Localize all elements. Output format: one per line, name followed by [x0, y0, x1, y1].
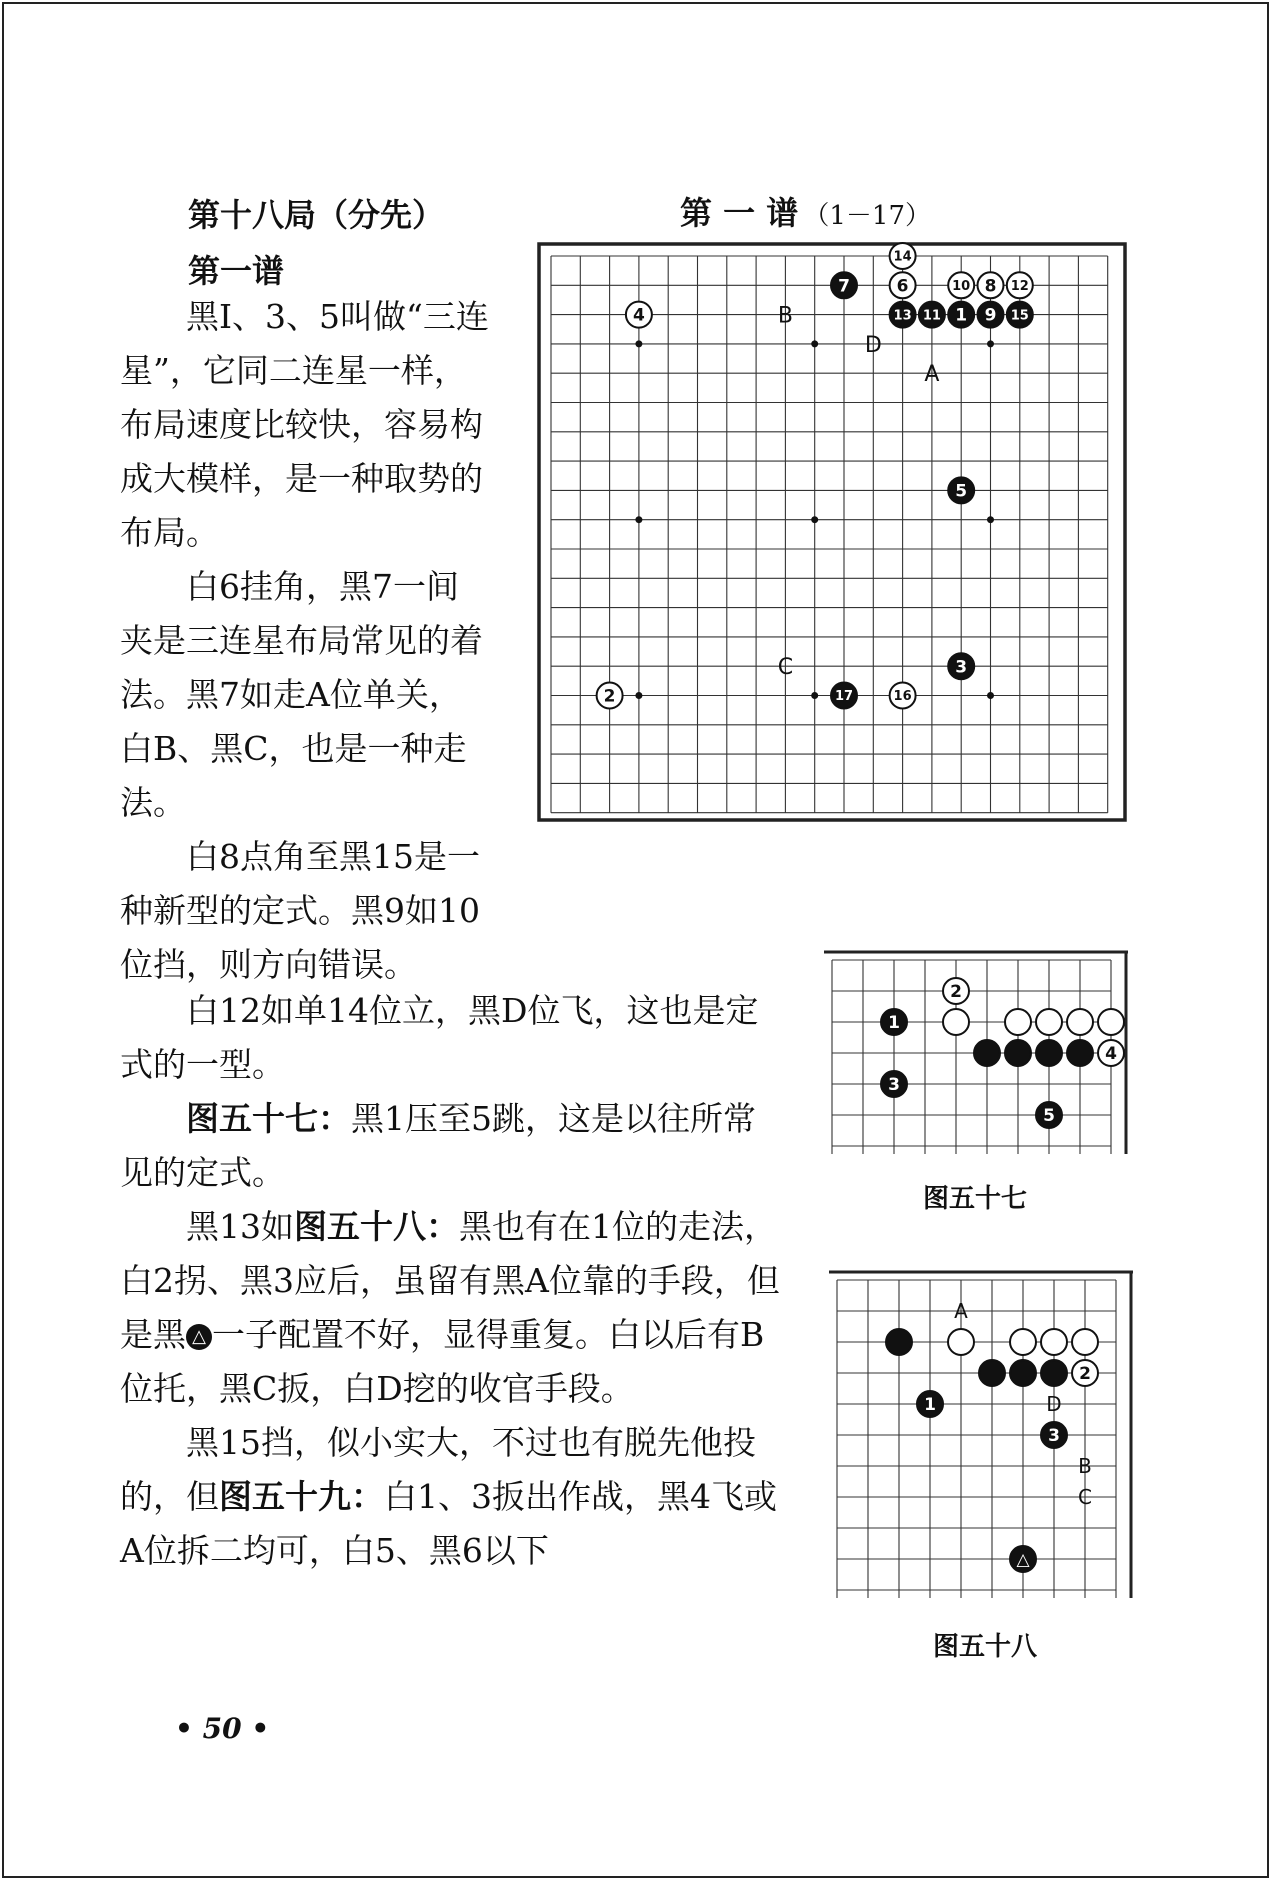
stone-	[974, 1040, 1000, 1066]
stone-	[1036, 1040, 1062, 1066]
stone-3	[1041, 1422, 1067, 1448]
label-D: D	[864, 332, 882, 358]
stone-5	[1036, 1102, 1062, 1128]
fig57-caption: 图五十七	[922, 1184, 1027, 1214]
main-diagram-title	[680, 188, 931, 234]
stone-1	[948, 302, 974, 328]
stone-	[1098, 1009, 1124, 1035]
f58-label-B: B	[1078, 1454, 1092, 1478]
fig58-caption: 图五十八	[932, 1632, 1037, 1662]
paragraph-3-part	[120, 830, 490, 992]
hoshi-point	[987, 516, 994, 523]
svg-text:3: 3	[955, 657, 968, 678]
stone-	[1010, 1329, 1036, 1355]
svg-text:2: 2	[603, 686, 616, 707]
svg-text:4: 4	[1105, 1044, 1117, 1065]
svg-text:5: 5	[1043, 1106, 1055, 1127]
stone-	[1005, 1009, 1031, 1035]
svg-text:1: 1	[924, 1395, 936, 1416]
paragraph-7	[120, 1416, 785, 1578]
stone-6	[890, 272, 916, 298]
stone-△	[1010, 1546, 1036, 1572]
stone-	[943, 1009, 969, 1035]
stone-2	[1072, 1360, 1098, 1386]
stone-4	[626, 302, 652, 328]
svg-text:△: △	[1016, 1550, 1030, 1571]
paragraph-7-b: 白1、3扳出作战，黑4飞或A位拆二均可，白5、黑6以下	[120, 1477, 777, 1570]
svg-text:14: 14	[893, 249, 912, 265]
fig57-diagram	[820, 948, 1132, 1158]
f58-label-C: C	[1078, 1485, 1092, 1509]
svg-text:3: 3	[1048, 1426, 1060, 1447]
hoshi-point	[635, 340, 642, 347]
svg-text:11: 11	[922, 308, 941, 324]
svg-text:8: 8	[984, 276, 997, 297]
main-go-diagram	[535, 240, 1131, 826]
stone-9	[978, 302, 1004, 328]
hoshi-point	[635, 516, 642, 523]
svg-text:3: 3	[888, 1075, 900, 1096]
main-diagram-range: （1－17）	[803, 201, 932, 231]
stone-	[948, 1329, 974, 1355]
main-grid	[539, 244, 1125, 820]
hoshi-point	[811, 692, 818, 699]
triangle-stone-mark: △	[186, 1324, 212, 1350]
hoshi-point	[811, 516, 818, 523]
stone-1	[881, 1009, 907, 1035]
stone-2	[943, 978, 969, 1004]
stone-15	[1007, 302, 1033, 328]
svg-text:16: 16	[893, 689, 912, 705]
paragraph-1: 黑Ⅰ、3、5叫做“三连星”，它同二连星一样，布局速度比较快，容易构成大模样，是一种取势的布局。	[120, 297, 489, 552]
stone-	[1041, 1329, 1067, 1355]
svg-text:17: 17	[834, 689, 854, 705]
svg-text:15: 15	[1010, 308, 1029, 324]
stone-	[1010, 1360, 1036, 1386]
paragraph-6-c: 一子配置不好，显得重复。白以后有B位托，黑C扳，白D挖的收官手段。	[120, 1315, 765, 1408]
stone-3	[881, 1071, 907, 1097]
svg-text:9: 9	[984, 305, 997, 326]
f58-label-A: A	[954, 1299, 968, 1323]
paragraph-6-a: 黑13如	[186, 1207, 294, 1246]
f58-label-D: D	[1046, 1392, 1062, 1416]
svg-text:6: 6	[896, 276, 909, 297]
svg-text:13: 13	[893, 308, 912, 324]
stone-13	[890, 302, 916, 328]
paragraph-5	[120, 1092, 785, 1200]
paragraph-5-text: 黑1压至5跳，这是以往所常见的定式。	[120, 1099, 756, 1192]
svg-text:7: 7	[838, 276, 850, 297]
stone-7	[831, 272, 857, 298]
game-title: 第十八局（分先）	[188, 196, 445, 234]
label-C: C	[777, 655, 794, 681]
svg-text:2: 2	[1079, 1364, 1091, 1385]
paragraph-4: 白12如单14位立，黑D位飞，这也是定式的一型。	[120, 991, 759, 1084]
stone-	[1072, 1329, 1098, 1355]
hoshi-point	[811, 340, 818, 347]
column-text-bottom	[120, 984, 785, 1578]
paragraph-6	[120, 1200, 785, 1416]
svg-text:1: 1	[888, 1013, 900, 1034]
section-title: 第一谱	[188, 252, 285, 290]
main-diagram-title-text: 第 一 谱	[680, 194, 799, 232]
hoshi-point	[635, 692, 642, 699]
stone-11	[919, 302, 945, 328]
stone-5	[948, 477, 974, 503]
svg-text:2: 2	[950, 982, 962, 1003]
hoshi-point	[987, 340, 994, 347]
stone-	[979, 1360, 1005, 1386]
stone-	[1036, 1009, 1062, 1035]
fig58-diagram	[825, 1268, 1137, 1608]
svg-text:1: 1	[955, 305, 968, 326]
stone-2	[597, 683, 623, 709]
stone-	[1005, 1040, 1031, 1066]
stone-	[886, 1329, 912, 1355]
fig59-ref: 图五十九：	[219, 1477, 384, 1516]
hoshi-point	[987, 692, 994, 699]
svg-text:10: 10	[952, 278, 971, 294]
column-text-top	[120, 290, 490, 992]
fig57-ref: 图五十七：	[186, 1099, 351, 1138]
main-board-border	[539, 244, 1125, 820]
stone-3	[948, 653, 974, 679]
stone-10	[948, 272, 974, 298]
stone-12	[1007, 272, 1033, 298]
paragraph-7-a: 黑15挡，似小实大，不过也有脱先他投的，但	[120, 1423, 756, 1516]
svg-text:4: 4	[632, 305, 645, 326]
svg-text:5: 5	[955, 481, 968, 502]
fig58-ref: 图五十八：	[294, 1207, 459, 1246]
stone-17	[831, 683, 857, 709]
paragraph-2: 白6挂角，黑7一间夹是三连星布局常见的着法。黑7如走A位单关，白B、黑C，也是一种走法。	[120, 567, 483, 822]
stone-4	[1098, 1040, 1124, 1066]
page-number: • 50 •	[175, 1712, 270, 1745]
stone-	[1041, 1360, 1067, 1386]
stone-16	[890, 683, 916, 709]
stone-8	[978, 272, 1004, 298]
paragraph-6-b: 黑也有在1位的走法，白2拐、黑3应后，虽留有黑A位靠的手段，但是黑	[120, 1207, 780, 1354]
stone-	[1067, 1009, 1093, 1035]
svg-text:12: 12	[1010, 278, 1029, 294]
paragraph-3: 白8点角至黑15是一种新型的定式。黑9如10位挡，则方向错误。	[120, 837, 480, 984]
stone-14	[890, 243, 916, 269]
stone-1	[917, 1391, 943, 1417]
label-A: A	[924, 362, 940, 388]
stone-	[1067, 1040, 1093, 1066]
label-B: B	[777, 303, 793, 329]
